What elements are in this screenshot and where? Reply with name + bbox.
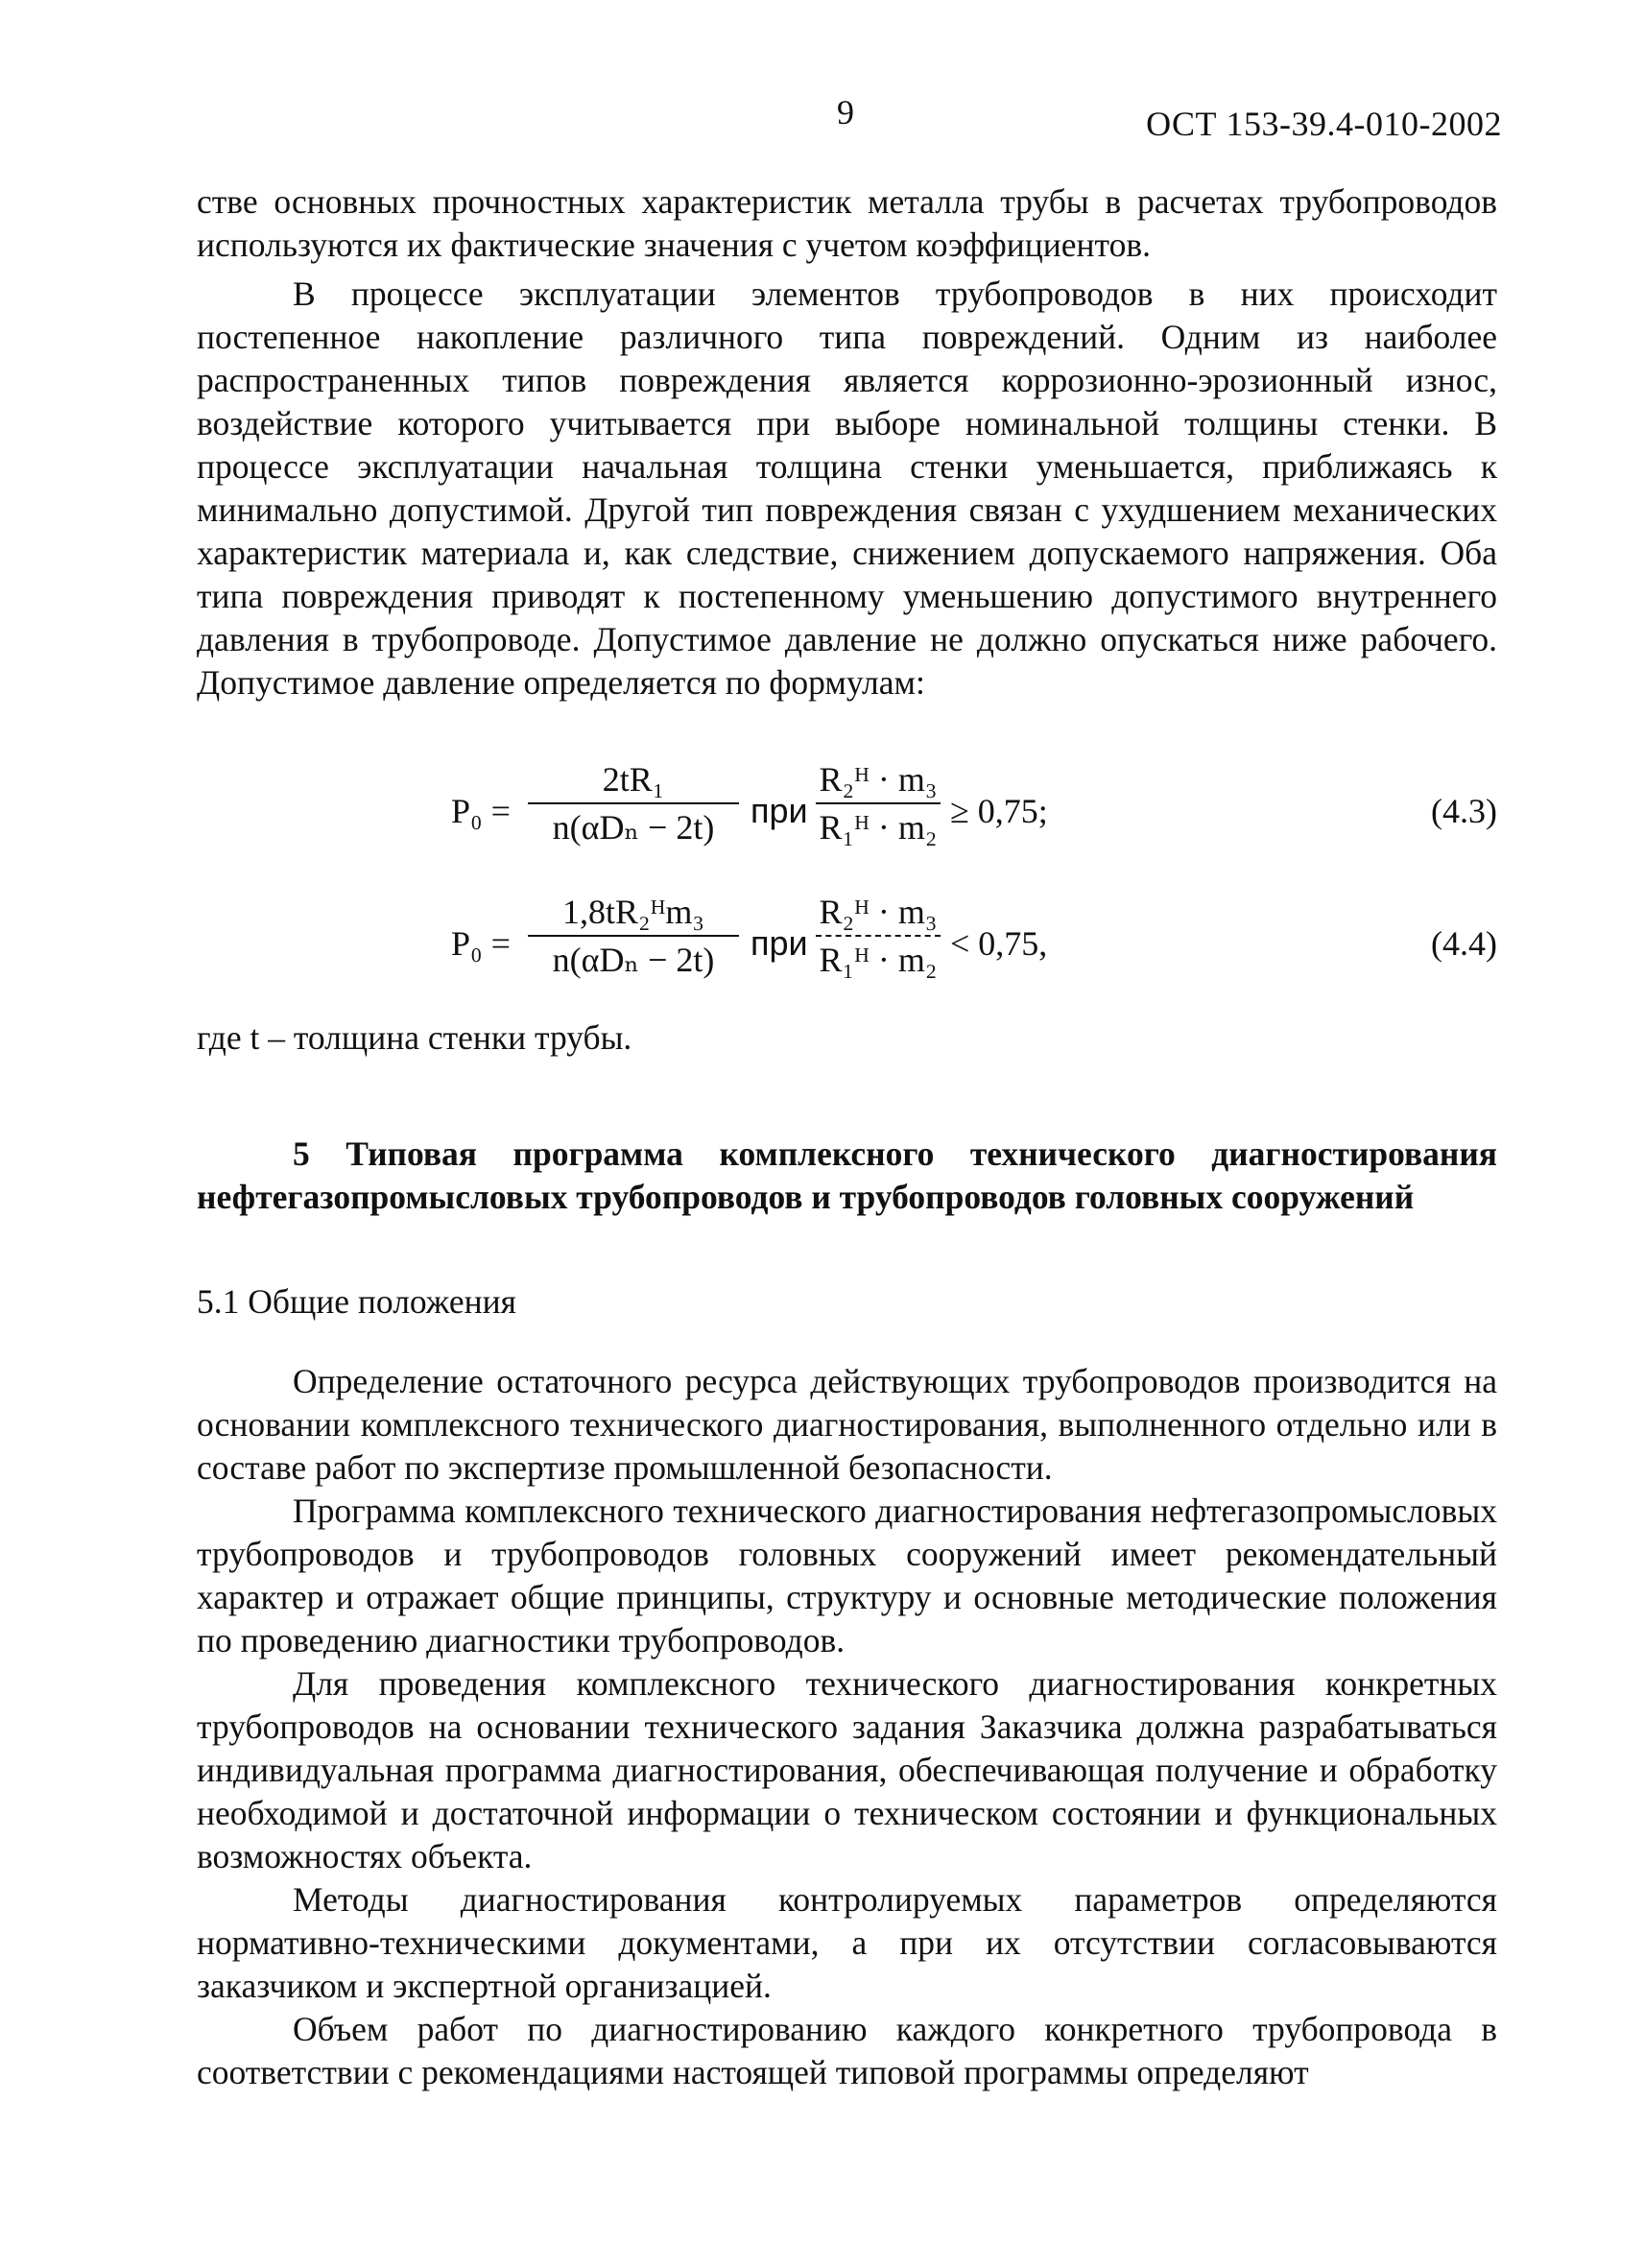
paragraph: Программа комплексного технического диагностирования нефтегазопромысловых трубопроводов и трубопроводов головных сооружений имеет рекомендательный характер и отражает общие принципы, структуру и основные методические положения по проведению диагностики трубопроводов.: [197, 1492, 1497, 1659]
fraction-bar: [528, 935, 739, 937]
document-code: ОСТ 153-39.4-010-2002: [1146, 105, 1502, 143]
paragraph-main: [197, 273, 1497, 704]
paragraph: Для проведения комплексного технического диагностирования конкретных трубопроводов на основании технического задания Заказчика должна разрабатываться индивидуальная программа диагностирования, обеспечивающая получение и обработку необходимой и достаточной информации о техническом состоянии и функциональных возможностях объекта.: [197, 1664, 1497, 1875]
formula-number: (4.4): [1431, 924, 1497, 963]
paragraph: Определение остаточного ресурса действующих трубопроводов производится на основании комплексного технического диагностирования, выполненного отдельно или в составе работ по экспертизе промышленной безопасности.: [197, 1362, 1497, 1487]
subsection-heading: 5.1 Общие положения: [197, 1282, 516, 1321]
condition-tail: < 0,75,: [950, 924, 1048, 963]
formula-lhs: P₀ =: [451, 792, 511, 830]
condition-fraction: [816, 758, 941, 848]
fraction-numerator: 1,8tR₂ᴴm₃: [562, 893, 704, 931]
formula-number: (4.3): [1431, 792, 1497, 830]
fraction-numerator: 2tR₁: [602, 760, 665, 799]
condition-bar: [816, 935, 941, 937]
condition-numerator: R₂ᴴ · m₃: [819, 893, 938, 931]
fraction-denominator: n(αDₙ − 2t): [552, 808, 715, 847]
formula-fraction: [528, 891, 739, 981]
paragraph-main-text: В процессе эксплуатации элементов трубопроводов в них происходит постепенное накопление различного типа повреждений. Одним из наиболее распространенных типов повреждения является коррозионно-эрозионный износ, воздействие которого учитывается при выборе номинальной толщины стенки. В процессе эксплуатации начальная толщина стенки уменьшается, приближаясь к минимально допустимой. Другой тип повреждения связан с ухудшением механических характеристик материала и, как следствие, снижением допускаемого напряжения. Оба типа повреждения приводят к постепенному уменьшению допустимого внутреннего давления в трубопроводе. Допустимое давление не должно опускаться ниже рабочего. Допустимое давление определяется по формулам:: [197, 275, 1497, 702]
page-number: 9: [837, 93, 854, 131]
condition-tail: ≥ 0,75;: [950, 792, 1048, 830]
condition-denominator: R₁ᴴ · m₂: [819, 808, 938, 847]
paragraph: Методы диагностирования контролируемых параметров определяются нормативно-техническими документами, а при их отсутствии согласовываются заказчиком и экспертной организацией.: [197, 1880, 1497, 2005]
fraction-denominator: n(αDₙ − 2t): [552, 941, 715, 979]
formula-condition-word: при: [751, 923, 808, 963]
formula-lhs: P₀ =: [451, 924, 511, 963]
condition-bar: [816, 802, 941, 804]
section-body: [197, 1360, 1497, 2094]
formula-fraction: [528, 758, 739, 848]
formula-4-3: [451, 758, 1497, 864]
fraction-bar: [528, 802, 739, 804]
formula-4-4: [451, 891, 1497, 996]
paragraph: Объем работ по диагностированию каждого конкретного трубопровода в соответствии с рекомендациями настоящей типовой программы определяют: [197, 2010, 1497, 2091]
condition-fraction: [816, 891, 941, 981]
formula-condition-word: при: [751, 791, 808, 830]
where-clause: где t – толщина стенки трубы.: [197, 1018, 632, 1057]
condition-denominator: R₁ᴴ · m₂: [819, 941, 938, 979]
paragraph-continuation: стве основных прочностных характеристик металла трубы в расчетах трубопроводов используются их фактические значения с учетом коэффициентов.: [197, 182, 1497, 264]
condition-numerator: R₂ᴴ · m₃: [819, 760, 938, 799]
section-heading: 5 Типовая программа комплексного технического диагностирования нефтегазопромысловых трубопроводов и трубопроводов головных сооружений: [197, 1134, 1497, 1216]
